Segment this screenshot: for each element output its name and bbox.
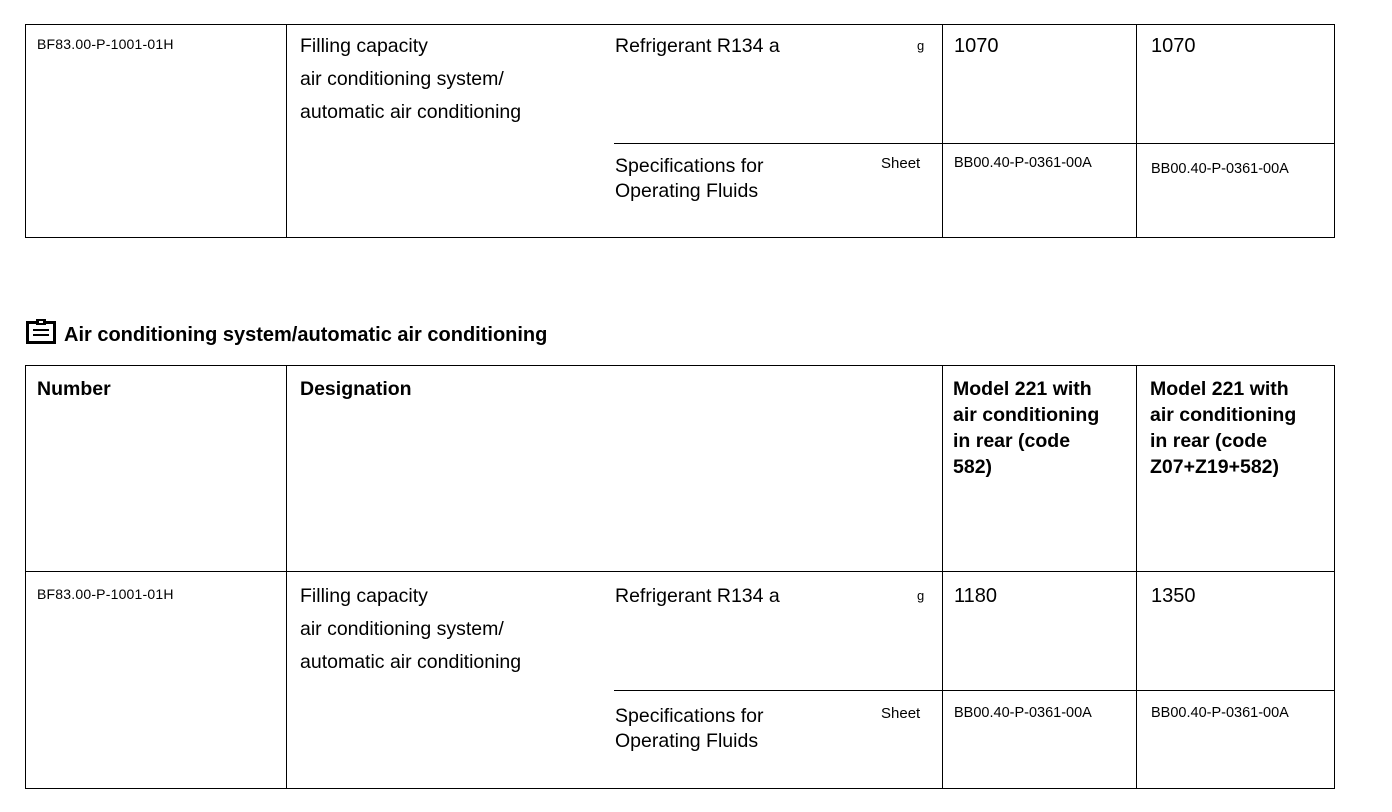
refrigerant-unit: g [917, 588, 925, 603]
specs-label-line: Operating Fluids [615, 180, 759, 202]
table-2-divider [286, 365, 287, 789]
specs-label [615, 704, 764, 754]
designation-line: automatic air conditioning [300, 651, 522, 673]
table-2-divider [1136, 365, 1137, 789]
table-1-divider [286, 24, 287, 238]
column-header-model-1 [953, 376, 1099, 480]
specs-sheet-ref-1: BB00.40-P-0361-00A [954, 155, 1092, 171]
specs-sheet-ref-2: BB00.40-P-0361-00A [1151, 161, 1289, 177]
header-line: Z07+Z19+582) [1150, 456, 1280, 478]
header-line: Model 221 with [953, 378, 1092, 400]
header-line: Model 221 with [1150, 378, 1289, 400]
specs-label [615, 154, 764, 204]
designation [300, 30, 521, 129]
table-1-divider [942, 24, 943, 238]
header-line: in rear (code [1150, 430, 1268, 452]
designation-line: automatic air conditioning [300, 101, 522, 123]
column-header-designation: Designation [300, 378, 412, 400]
section-title: Air conditioning system/automatic air conditioning [64, 324, 548, 346]
designation-line: air conditioning system/ [300, 68, 504, 90]
specs-label-line: Operating Fluids [615, 730, 759, 752]
designation-line: Filling capacity [300, 35, 428, 57]
specs-label-line: Specifications for [615, 155, 764, 177]
specs-label-line: Specifications for [615, 705, 764, 727]
part-number: BF83.00-P-1001-01H [37, 36, 174, 52]
header-line: 582) [953, 456, 993, 478]
header-line: in rear (code [953, 430, 1071, 452]
designation-line: Filling capacity [300, 585, 428, 607]
clipboard-icon [26, 318, 57, 345]
header-line: air conditioning [953, 404, 1100, 426]
specs-sheet-ref-1: BB00.40-P-0361-00A [954, 705, 1092, 721]
refrigerant-unit: g [917, 38, 925, 53]
specs-sheet-ref-2: BB00.40-P-0361-00A [1151, 705, 1289, 721]
specs-unit: Sheet [881, 155, 921, 172]
refrigerant-value-2: 1350 [1151, 585, 1196, 607]
designation [300, 580, 521, 679]
table-1-divider [1136, 24, 1137, 238]
table-2-row-divider [614, 690, 1334, 691]
refrigerant-value-2: 1070 [1151, 35, 1196, 57]
refrigerant-label: Refrigerant R134 a [615, 585, 780, 607]
refrigerant-value-1: 1070 [954, 35, 999, 57]
table-2-header-divider [25, 571, 1335, 572]
column-header-number: Number [37, 378, 111, 400]
table-1-row-divider [614, 143, 1334, 144]
part-number: BF83.00-P-1001-01H [37, 586, 174, 602]
column-header-model-2 [1150, 376, 1296, 480]
refrigerant-label: Refrigerant R134 a [615, 35, 780, 57]
table-2-divider [942, 365, 943, 789]
designation-line: air conditioning system/ [300, 618, 504, 640]
specs-unit: Sheet [881, 705, 921, 722]
header-line: air conditioning [1150, 404, 1297, 426]
refrigerant-value-1: 1180 [954, 585, 998, 607]
